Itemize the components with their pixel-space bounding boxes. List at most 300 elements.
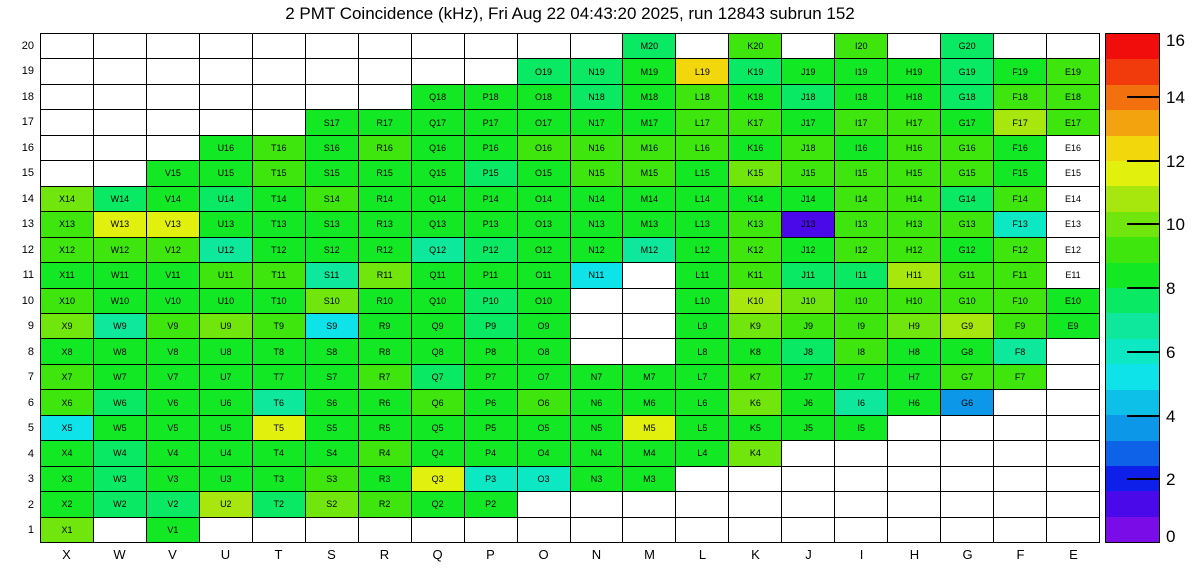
cell-N18: N18: [571, 85, 623, 109]
empty-cell: [94, 518, 146, 542]
cell-F10: F10: [994, 289, 1046, 313]
cell-X9: X9: [41, 314, 93, 338]
cell-I14: I14: [835, 187, 887, 211]
cell-U3: U3: [200, 467, 252, 491]
empty-cell: [623, 314, 675, 338]
empty-cell: [41, 136, 93, 160]
colorbar-tick-label: 0: [1166, 527, 1176, 546]
y-axis-label: 18: [21, 90, 34, 103]
cell-I7: I7: [835, 365, 887, 389]
empty-cell: [147, 136, 199, 160]
cell-M3: M3: [623, 467, 675, 491]
cell-L14: L14: [676, 187, 728, 211]
cell-V1: V1: [147, 518, 199, 542]
x-axis-label: U: [220, 547, 231, 562]
cell-O6: O6: [518, 390, 570, 414]
empty-cell: [253, 518, 305, 542]
cell-R8: R8: [359, 339, 411, 363]
colorbar-band: [1106, 110, 1159, 135]
colorbar-tick-label: 2: [1166, 470, 1176, 490]
empty-cell: [994, 518, 1046, 542]
y-axis-label: 16: [21, 141, 34, 154]
cell-I18: I18: [835, 85, 887, 109]
cell-M13: M13: [623, 212, 675, 236]
cell-R15: R15: [359, 161, 411, 185]
cell-F15: F15: [994, 161, 1046, 185]
empty-cell: [359, 34, 411, 58]
cell-K19: K19: [729, 59, 781, 83]
cell-R6: R6: [359, 390, 411, 414]
empty-cell: [200, 85, 252, 109]
cell-X10: X10: [41, 289, 93, 313]
cell-W13: W13: [94, 212, 146, 236]
cell-U10: U10: [200, 289, 252, 313]
empty-cell: [571, 518, 623, 542]
cell-K13: K13: [729, 212, 781, 236]
x-axis-label: T: [274, 547, 283, 562]
cell-H14: H14: [888, 187, 940, 211]
cell-W9: W9: [94, 314, 146, 338]
cell-Q15: Q15: [412, 161, 464, 185]
cell-J6: J6: [782, 390, 834, 414]
cell-O5: O5: [518, 416, 570, 440]
cell-K9: K9: [729, 314, 781, 338]
empty-cell: [676, 467, 728, 491]
colorbar-band: [1106, 186, 1159, 211]
cell-U11: U11: [200, 263, 252, 287]
cell-P2: P2: [465, 492, 517, 516]
cell-I9: I9: [835, 314, 887, 338]
empty-cell: [1047, 390, 1099, 414]
cell-S3: S3: [306, 467, 358, 491]
cell-R5: R5: [359, 416, 411, 440]
cell-Q12: Q12: [412, 238, 464, 262]
colorbar-tick-label: 16: [1166, 31, 1185, 50]
cell-U16: U16: [200, 136, 252, 160]
cell-R7: R7: [359, 365, 411, 389]
cell-H11: H11: [888, 263, 940, 287]
empty-cell: [888, 34, 940, 58]
cell-L11: L11: [676, 263, 728, 287]
y-axis-label: 2: [27, 498, 34, 511]
colorbar-tick: [1127, 223, 1160, 225]
cell-H9: H9: [888, 314, 940, 338]
cell-J9: J9: [782, 314, 834, 338]
cell-S12: S12: [306, 238, 358, 262]
cell-M4: M4: [623, 441, 675, 465]
empty-cell: [888, 441, 940, 465]
empty-cell: [835, 441, 887, 465]
empty-cell: [253, 110, 305, 134]
cell-Q4: Q4: [412, 441, 464, 465]
x-axis-label: J: [805, 547, 812, 562]
empty-cell: [94, 85, 146, 109]
empty-cell: [359, 85, 411, 109]
empty-cell: [518, 492, 570, 516]
cell-X2: X2: [41, 492, 93, 516]
cell-G8: G8: [941, 339, 993, 363]
cell-W4: W4: [94, 441, 146, 465]
cell-N13: N13: [571, 212, 623, 236]
empty-cell: [623, 518, 675, 542]
colorbar-band: [1106, 415, 1159, 440]
cell-N15: N15: [571, 161, 623, 185]
cell-X11: X11: [41, 263, 93, 287]
cell-F7: F7: [994, 365, 1046, 389]
cell-W8: W8: [94, 339, 146, 363]
empty-cell: [41, 85, 93, 109]
cell-L7: L7: [676, 365, 728, 389]
cell-Q18: Q18: [412, 85, 464, 109]
cell-P8: P8: [465, 339, 517, 363]
cell-V4: V4: [147, 441, 199, 465]
cell-T6: T6: [253, 390, 305, 414]
y-axis-label: 8: [27, 345, 34, 358]
x-axis-label: N: [591, 547, 602, 562]
cell-N4: N4: [571, 441, 623, 465]
cell-J15: J15: [782, 161, 834, 185]
cell-L16: L16: [676, 136, 728, 160]
cell-F17: F17: [994, 110, 1046, 134]
cell-L8: L8: [676, 339, 728, 363]
cell-T14: T14: [253, 187, 305, 211]
empty-cell: [253, 34, 305, 58]
cell-F18: F18: [994, 85, 1046, 109]
x-axis-label: K: [751, 547, 760, 562]
y-axis-label: 6: [27, 396, 34, 409]
cell-V10: V10: [147, 289, 199, 313]
cell-Q11: Q11: [412, 263, 464, 287]
cell-V13: V13: [147, 212, 199, 236]
cell-R10: R10: [359, 289, 411, 313]
cell-F12: F12: [994, 238, 1046, 262]
cell-L6: L6: [676, 390, 728, 414]
cell-R9: R9: [359, 314, 411, 338]
empty-cell: [676, 518, 728, 542]
cell-O19: O19: [518, 59, 570, 83]
colorbar-band: [1106, 136, 1159, 161]
empty-cell: [200, 34, 252, 58]
empty-cell: [412, 518, 464, 542]
cell-S14: S14: [306, 187, 358, 211]
colorbar-band: [1106, 237, 1159, 262]
colorbar-band: [1106, 59, 1159, 84]
cell-W14: W14: [94, 187, 146, 211]
cell-K18: K18: [729, 85, 781, 109]
colorbar-band: [1106, 491, 1159, 516]
cell-V15: V15: [147, 161, 199, 185]
cell-V11: V11: [147, 263, 199, 287]
empty-cell: [94, 110, 146, 134]
x-axis-label: I: [859, 547, 864, 562]
y-axis-label: 10: [21, 294, 34, 307]
colorbar-tick: [1127, 351, 1160, 353]
x-axis-label: F: [1016, 547, 1025, 562]
empty-cell: [94, 161, 146, 185]
cell-R16: R16: [359, 136, 411, 160]
cell-V3: V3: [147, 467, 199, 491]
cell-H18: H18: [888, 85, 940, 109]
empty-cell: [571, 289, 623, 313]
empty-cell: [465, 34, 517, 58]
cell-S16: S16: [306, 136, 358, 160]
cell-U14: U14: [200, 187, 252, 211]
cell-S8: S8: [306, 339, 358, 363]
cell-K10: K10: [729, 289, 781, 313]
cell-T4: T4: [253, 441, 305, 465]
y-axis-label: 9: [27, 320, 34, 333]
empty-cell: [994, 416, 1046, 440]
cell-T7: T7: [253, 365, 305, 389]
empty-cell: [994, 441, 1046, 465]
cell-P11: P11: [465, 263, 517, 287]
cell-G15: G15: [941, 161, 993, 185]
cell-L12: L12: [676, 238, 728, 262]
y-axis-label: 14: [21, 192, 34, 205]
empty-cell: [782, 467, 834, 491]
cell-X6: X6: [41, 390, 93, 414]
colorbar-band: [1106, 161, 1159, 186]
empty-cell: [888, 518, 940, 542]
empty-cell: [729, 518, 781, 542]
cell-U4: U4: [200, 441, 252, 465]
empty-cell: [41, 34, 93, 58]
cell-G16: G16: [941, 136, 993, 160]
empty-cell: [941, 518, 993, 542]
cell-G10: G10: [941, 289, 993, 313]
cell-X1: X1: [41, 518, 93, 542]
cell-L4: L4: [676, 441, 728, 465]
empty-cell: [465, 59, 517, 83]
cell-J12: J12: [782, 238, 834, 262]
cell-W11: W11: [94, 263, 146, 287]
cell-R12: R12: [359, 238, 411, 262]
cell-E12: E12: [1047, 238, 1099, 262]
empty-cell: [676, 34, 728, 58]
colorbar-tick: [1127, 287, 1160, 289]
cell-J13: J13: [782, 212, 834, 236]
cell-M5: M5: [623, 416, 675, 440]
cell-H8: H8: [888, 339, 940, 363]
cell-I19: I19: [835, 59, 887, 83]
cell-H16: H16: [888, 136, 940, 160]
empty-cell: [41, 110, 93, 134]
cell-U2: U2: [200, 492, 252, 516]
cell-Q8: Q8: [412, 339, 464, 363]
cell-X4: X4: [41, 441, 93, 465]
cell-I11: I11: [835, 263, 887, 287]
cell-J7: J7: [782, 365, 834, 389]
cell-O8: O8: [518, 339, 570, 363]
cell-G6: G6: [941, 390, 993, 414]
cell-M16: M16: [623, 136, 675, 160]
cell-S2: S2: [306, 492, 358, 516]
empty-cell: [835, 467, 887, 491]
cell-E17: E17: [1047, 110, 1099, 134]
cell-F16: F16: [994, 136, 1046, 160]
empty-cell: [941, 416, 993, 440]
cell-M17: M17: [623, 110, 675, 134]
cell-L18: L18: [676, 85, 728, 109]
colorbar-tick: [1127, 96, 1160, 98]
cell-G14: G14: [941, 187, 993, 211]
empty-cell: [729, 467, 781, 491]
y-axis-label: 5: [27, 422, 34, 435]
cell-M12: M12: [623, 238, 675, 262]
cell-G20: G20: [941, 34, 993, 58]
empty-cell: [306, 518, 358, 542]
empty-cell: [623, 289, 675, 313]
cell-J11: J11: [782, 263, 834, 287]
cell-L17: L17: [676, 110, 728, 134]
cell-T9: T9: [253, 314, 305, 338]
empty-cell: [1047, 339, 1099, 363]
cell-W6: W6: [94, 390, 146, 414]
cell-E14: E14: [1047, 187, 1099, 211]
cell-R2: R2: [359, 492, 411, 516]
cell-R4: R4: [359, 441, 411, 465]
cell-U9: U9: [200, 314, 252, 338]
colorbar-tick-label: 14: [1166, 87, 1185, 107]
cell-O9: O9: [518, 314, 570, 338]
cell-U8: U8: [200, 339, 252, 363]
cell-E11: E11: [1047, 263, 1099, 287]
cell-G18: G18: [941, 85, 993, 109]
cell-L19: L19: [676, 59, 728, 83]
cell-W3: W3: [94, 467, 146, 491]
cell-P7: P7: [465, 365, 517, 389]
empty-cell: [888, 416, 940, 440]
cell-Q17: Q17: [412, 110, 464, 134]
cell-P16: P16: [465, 136, 517, 160]
cell-I15: I15: [835, 161, 887, 185]
empty-cell: [994, 492, 1046, 516]
cell-I20: I20: [835, 34, 887, 58]
cell-M20: M20: [623, 34, 675, 58]
empty-cell: [1047, 365, 1099, 389]
cell-J10: J10: [782, 289, 834, 313]
empty-cell: [835, 518, 887, 542]
cell-V14: V14: [147, 187, 199, 211]
cell-O18: O18: [518, 85, 570, 109]
y-axis-label: 1: [27, 524, 34, 537]
cell-H13: H13: [888, 212, 940, 236]
cell-O13: O13: [518, 212, 570, 236]
cell-K12: K12: [729, 238, 781, 262]
empty-cell: [200, 59, 252, 83]
cell-X12: X12: [41, 238, 93, 262]
cell-P4: P4: [465, 441, 517, 465]
cell-S11: S11: [306, 263, 358, 287]
cell-P12: P12: [465, 238, 517, 262]
empty-cell: [941, 441, 993, 465]
colorbar-band: [1106, 390, 1159, 415]
cell-U5: U5: [200, 416, 252, 440]
empty-cell: [200, 110, 252, 134]
empty-cell: [994, 390, 1046, 414]
empty-cell: [147, 59, 199, 83]
empty-cell: [412, 34, 464, 58]
cell-J17: J17: [782, 110, 834, 134]
cell-O3: O3: [518, 467, 570, 491]
cell-I17: I17: [835, 110, 887, 134]
cell-K14: K14: [729, 187, 781, 211]
cell-M18: M18: [623, 85, 675, 109]
empty-cell: [147, 110, 199, 134]
cell-M7: M7: [623, 365, 675, 389]
cell-U7: U7: [200, 365, 252, 389]
cell-T8: T8: [253, 339, 305, 363]
cell-Q10: Q10: [412, 289, 464, 313]
empty-cell: [888, 492, 940, 516]
y-axis-label: 15: [21, 167, 34, 180]
cell-G11: G11: [941, 263, 993, 287]
cell-H6: H6: [888, 390, 940, 414]
empty-cell: [359, 518, 411, 542]
cell-P13: P13: [465, 212, 517, 236]
cell-G13: G13: [941, 212, 993, 236]
empty-cell: [835, 492, 887, 516]
x-axis-label: P: [486, 547, 495, 562]
cell-I8: I8: [835, 339, 887, 363]
cell-S13: S13: [306, 212, 358, 236]
cell-E10: E10: [1047, 289, 1099, 313]
cell-E9: E9: [1047, 314, 1099, 338]
colorbar-tick-label: 8: [1166, 279, 1176, 298]
cell-Q3: Q3: [412, 467, 464, 491]
cell-K16: K16: [729, 136, 781, 160]
empty-cell: [729, 492, 781, 516]
empty-cell: [1047, 467, 1099, 491]
cell-N3: N3: [571, 467, 623, 491]
cell-P18: P18: [465, 85, 517, 109]
cell-G12: G12: [941, 238, 993, 262]
empty-cell: [941, 467, 993, 491]
cell-P17: P17: [465, 110, 517, 134]
cell-P10: P10: [465, 289, 517, 313]
cell-K20: K20: [729, 34, 781, 58]
cell-O12: O12: [518, 238, 570, 262]
cell-V5: V5: [147, 416, 199, 440]
cell-T12: T12: [253, 238, 305, 262]
cell-X13: X13: [41, 212, 93, 236]
cell-U13: U13: [200, 212, 252, 236]
cell-X5: X5: [41, 416, 93, 440]
cell-T15: T15: [253, 161, 305, 185]
empty-cell: [782, 492, 834, 516]
cell-O14: O14: [518, 187, 570, 211]
cell-K8: K8: [729, 339, 781, 363]
cell-K5: K5: [729, 416, 781, 440]
cell-M14: M14: [623, 187, 675, 211]
empty-cell: [676, 492, 728, 516]
x-axis-label: G: [962, 547, 973, 562]
colorbar-tick: [1127, 160, 1160, 162]
cell-E13: E13: [1047, 212, 1099, 236]
cell-F9: F9: [994, 314, 1046, 338]
cell-T13: T13: [253, 212, 305, 236]
cell-O7: O7: [518, 365, 570, 389]
cell-X3: X3: [41, 467, 93, 491]
cell-T2: T2: [253, 492, 305, 516]
empty-cell: [623, 492, 675, 516]
cell-T11: T11: [253, 263, 305, 287]
cell-K11: K11: [729, 263, 781, 287]
cell-G9: G9: [941, 314, 993, 338]
empty-cell: [1047, 416, 1099, 440]
empty-cell: [782, 34, 834, 58]
x-axis-label: H: [909, 547, 920, 562]
